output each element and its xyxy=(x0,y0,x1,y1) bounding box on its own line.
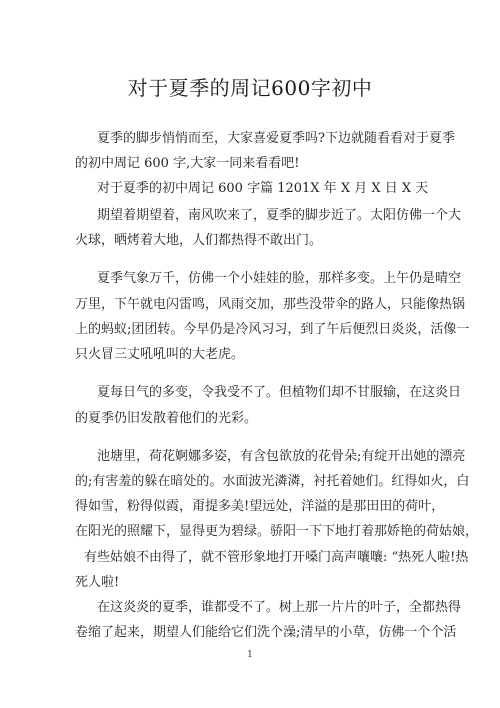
text-line: 卷缩了起来，期望人们能给它们洗个澡;清早的小草，仿佛一个个活 xyxy=(75,625,457,640)
document-title: 对于夏季的周记600字初中 xyxy=(127,76,373,100)
text-line: 在这炎炎的夏季，谁都受不了。树上那一片片的叶子，全都热得 xyxy=(97,600,462,615)
text-line: 在阳光的照耀下，显得更为碧绿。骄阳一下下地打着那娇艳的荷姑娘， xyxy=(75,524,479,539)
text-line: 的;有害羞的躲在暗处的。水面波光潾潾，衬托着她们。红得如火，白 xyxy=(75,474,470,489)
text-line: 死人啦! xyxy=(75,575,120,590)
text-line: 上的蚂蚁;团团转。今早仍是冷风习习，到了午后便烈日炎炎，活像一 xyxy=(75,322,470,337)
text-line: 期望着期望着，南风吹来了，夏季的脚步近了。太阳仿佛一个大 xyxy=(97,208,462,223)
text-line: 对于夏季的初中周记 600 字篇 1201X 年 X 月 X 日 X 天 xyxy=(97,181,429,196)
text-line: 火球，晒烤着大地，人们都热得不敢出门。 xyxy=(75,233,323,248)
text-line: 有些姑娘不由得了，就不管形象地打开嗓门高声嚷嚷: “热死人啦!热 xyxy=(84,550,469,565)
text-line: 的夏季仍旧发散着他们的光彩。 xyxy=(75,411,258,426)
text-line: 夏季的脚步悄悄而至，大家喜爱夏季吗?下边就随看看对于夏季 xyxy=(97,131,455,146)
text-line: 的初中周记 600 字,大家一同来看看吧! xyxy=(75,156,300,171)
text-line: 夏季气象万千，仿佛一个小娃娃的脸，那样多变。上午仍是晴空 xyxy=(97,271,462,286)
page-number: 1 xyxy=(247,650,253,660)
text-line: 夏每日气的多变，令我受不了。但植物们却不甘服输，在这炎日 xyxy=(97,385,462,400)
text-line: 万里，下午就电闪雷鸣，风雨交加，那些没带伞的路人，只能像热锅 xyxy=(75,297,466,312)
text-line: 池塘里，荷花婀娜多姿，有含包欲放的花骨朵;有绽开出她的漂亮 xyxy=(97,449,466,464)
text-line: 只火冒三丈吼吼叫的大老虎。 xyxy=(75,347,245,362)
text-line: 得如雪，粉得似霞，甭提多美!望远处，洋溢的是那田田的荷叶， xyxy=(75,499,445,514)
